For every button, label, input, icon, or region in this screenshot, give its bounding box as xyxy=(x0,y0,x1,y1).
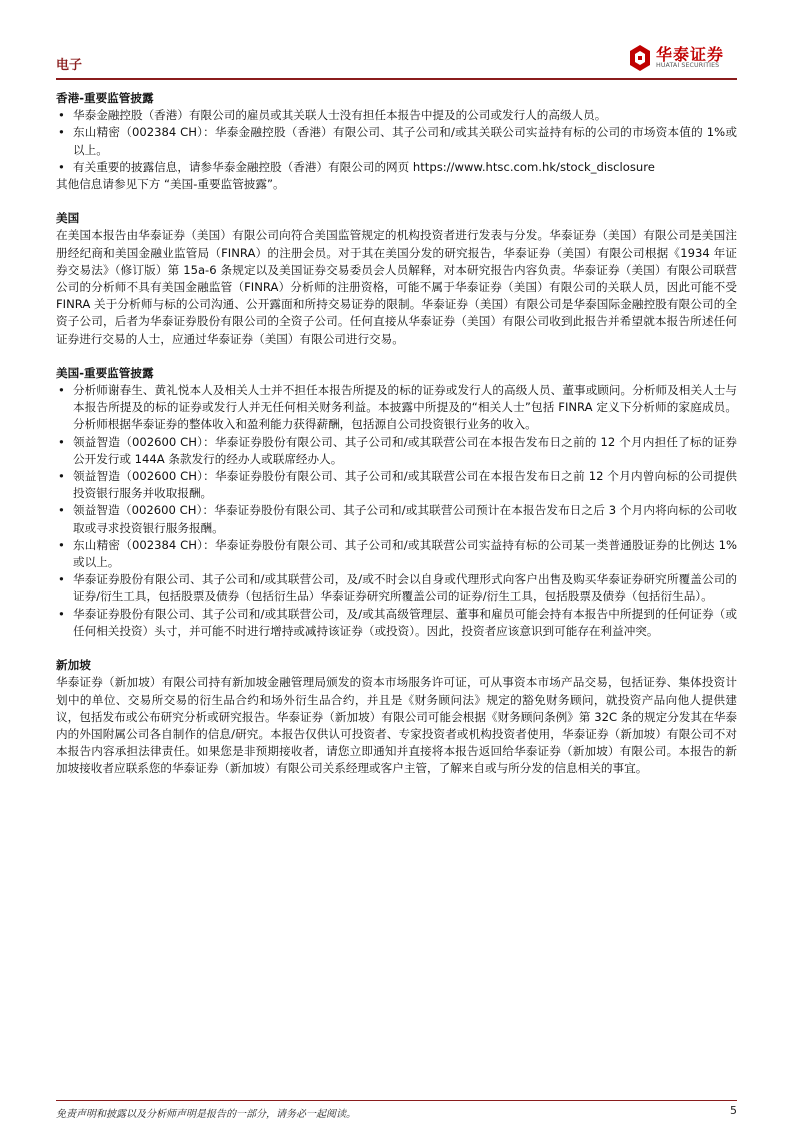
list-item xyxy=(56,468,737,502)
huatai-logo-icon xyxy=(628,44,652,72)
bullet-icon: • xyxy=(58,125,65,140)
list-item-text: 华泰证券股份有限公司、其子公司和/或其联营公司，及/或其高级管理层、董事和雇员可能会持有本报告中所提到的任何证券（或任何相关投资）头寸，并可能不时进行增持或减持该证券（或投资）。因此，投资者应该意识到可能存在利益冲突。 xyxy=(73,606,737,638)
list-item xyxy=(56,382,737,434)
list-item xyxy=(56,107,737,124)
bullet-icon: • xyxy=(58,108,65,123)
section-paragraph: 华泰证券（新加坡）有限公司持有新加坡金融管理局颁发的资本市场服务许可证，可从事资本市场产品交易，包括证券、集体投资计划中的单位、交易所交易的衍生品合约和场外衍生品合约，并且是《财务顾问法》规定的豁免财务顾问，就投资产品向他人提供建议，包括发布或公布研究分析或研究报告。华泰证券（新加坡）有限公司可能会根据《财务顾问条例》第 32C 条的规定分发其在华泰内的外国附属公司各自制作的信息/研究。本报告仅供认可投资者、专家投资者或机构投资者使用，华泰证券（新加坡）有限公司不对本报告内容承担法律责任。如果您是非预期接收者，请您立即通知并直接将本报告返回给华泰证券（新加坡）有限公司。本报告的新加坡接收者应联系您的华泰证券（新加坡）有限公司关系经理或客户主管，了解来自或与所分发的信息相关的事宜。 xyxy=(56,675,737,776)
bullet-icon: • xyxy=(58,469,65,484)
footer-rule xyxy=(56,1100,737,1101)
bullet-icon: • xyxy=(58,606,65,621)
document-body xyxy=(56,90,737,795)
section-us-disclosure xyxy=(56,365,737,640)
list-item xyxy=(56,537,737,571)
list-item-text: 华泰金融控股（香港）有限公司的雇员或其关联人士没有担任本报告中提及的公司或发行人的高级人员。 xyxy=(73,108,607,123)
list-item-text: 有关重要的披露信息，请参华泰金融控股（香港）有限公司的网页 https://www.htsc.com.hk/stock_disclosure xyxy=(73,159,655,174)
section-us xyxy=(56,210,737,348)
list-item-text: 东山精密（002384 CH）：华泰证券股份有限公司、其子公司和/或其联营公司实益持有标的公司某一类普通股证券的比例达 1%或以上。 xyxy=(73,537,737,570)
list-item-text: 领益智造（002600 CH）：华泰证券股份有限公司、其子公司和/或其联营公司在本报告发布日之前 12 个月内曾向标的公司提供投资银行服务并收取报酬。 xyxy=(73,469,737,501)
section-title: 美国 xyxy=(56,211,80,226)
list-item xyxy=(56,124,737,158)
list-item xyxy=(56,159,737,176)
bullet-list xyxy=(56,107,737,176)
list-item xyxy=(56,606,737,640)
header-rule xyxy=(56,78,737,80)
logo-name-en: HUATAI SECURITIES xyxy=(656,62,720,69)
list-item-text: 领益智造（002600 CH）：华泰证券股份有限公司、其子公司和/或其联营公司在本报告发布日之前的 12 个月内担任了标的证券公开发行或 144A 条款发行的经办人或联席经办人。 xyxy=(73,434,737,466)
list-item-text: 华泰证券股份有限公司、其子公司和/或其联营公司，及/或不时会以自身或代理形式向客户出售及购买华泰证券研究所覆盖公司的证券/衍生工具，包括股票及债券（包括衍生品）华泰证券研究所覆盖公司的证券/衍生工具，包括股票及债券（包括衍生品）。 xyxy=(73,572,737,604)
bullet-icon: • xyxy=(58,159,65,174)
header-section-label: 电子 xyxy=(56,58,83,73)
list-item xyxy=(56,502,737,536)
list-item xyxy=(56,571,737,605)
bullet-icon: • xyxy=(58,503,65,518)
section-title: 新加坡 xyxy=(56,658,91,673)
section-title: 美国-重要监管披露 xyxy=(56,365,154,380)
logo-name-cn: 华泰证券 xyxy=(656,45,725,64)
list-item xyxy=(56,434,737,468)
section-singapore xyxy=(56,657,737,777)
footer-disclaimer: 免责声明和披露以及分析师声明是报告的一部分，请务必一起阅读。 xyxy=(56,1109,356,1120)
section-paragraph: 在美国本报告由华泰证券（美国）有限公司向符合美国监管规定的机构投资者进行发表与分发。华泰证券（美国）有限公司是美国注册经纪商和美国金融业监管局（FINRA）的注册会员。对于其在美国分发的研究报告，华泰证券（美国）有限公司根据《1934 年证券交易法》（修订版）第 15a-6 条规定以及美国证券交易委员会人员解释，对本研究报告内容负责。华泰证券（美国）有限公司联营公司的分析师不具有美国金融监管（FINRA）分析师的注册资格，可能不属于华泰证券（美国）有限公司的关联人员，因此可能不受 FINRA 关于分析师与标的公司沟通、公开露面和所持交易证券的限制。华泰证券（美国）有限公司是华泰国际金融控股有限公司的全资子公司，后者为华泰证券股份有限公司的全资子公司。任何直接从华泰证券（美国）有限公司收到此报告并希望就本报告所述任何证券进行交易的人士，应通过华泰证券（美国）有限公司进行交易。 xyxy=(56,228,737,346)
section-title: 香港-重要监管披露 xyxy=(56,91,154,105)
page-number: 5 xyxy=(730,1104,737,1117)
bullet-list xyxy=(56,382,737,640)
section-hk-disclosure xyxy=(56,90,737,193)
list-item-text: 领益智造（002600 CH）：华泰证券股份有限公司、其子公司和/或其联营公司预计在本报告发布日之后 3 个月内将向标的公司收取或寻求投资银行服务报酬。 xyxy=(73,503,737,535)
list-item-text: 分析师谢春生、黄礼悦本人及相关人士并不担任本报告所提及的标的证券或发行人的高级人员、董事或顾问。分析师及相关人士与本报告所提及的标的证券或发行人并无任何相关财务利益。本披露中所提及的“相关人士”包括 FINRA 定义下分析师的家庭成员。分析师根据华泰证券的整体收入和盈利能力获得薪酬，包括源自公司投资银行业务的收入。 xyxy=(73,383,737,432)
bullet-icon: • xyxy=(58,572,65,587)
bullet-icon: • xyxy=(58,434,65,449)
list-item-text: 东山精密（002384 CH）：华泰金融控股（香港）有限公司、其子公司和/或其关联公司实益持有标的公司的市场资本值的 1%或以上。 xyxy=(73,125,737,157)
company-logo xyxy=(628,40,740,76)
bullet-icon: • xyxy=(58,383,65,398)
see-also-text: 其他信息请参见下方 “美国-重要监管披露”。 xyxy=(56,177,285,192)
bullet-icon: • xyxy=(58,537,65,552)
